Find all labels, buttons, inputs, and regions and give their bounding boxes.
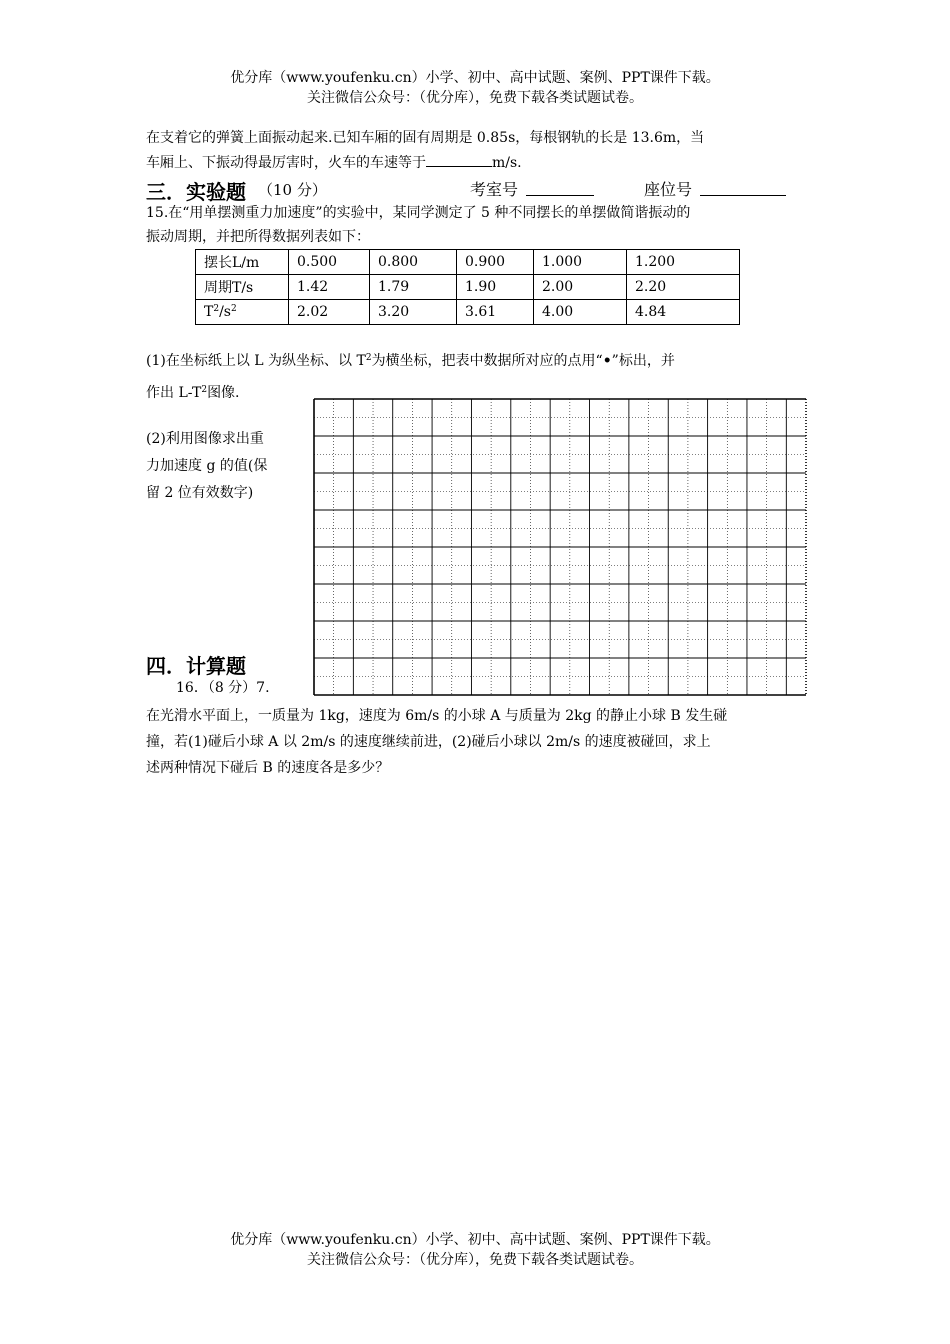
seat-number-label: 座位号 — [644, 180, 693, 199]
question-15-intro — [146, 201, 811, 249]
table-cell: 1.000 — [534, 250, 627, 275]
section-3-heading — [146, 176, 811, 202]
table-cell: 1.200 — [627, 250, 740, 275]
table-cell: 0.800 — [370, 250, 457, 275]
q15-intro-line-2: 振动周期，并把所得数据列表如下： — [146, 229, 370, 245]
section-3-title: 三．实验题 — [146, 180, 246, 204]
superscript: 2 — [213, 304, 220, 314]
table-cell: 0.500 — [289, 250, 370, 275]
q15-part-2-line: 力加速度 g 的值(保 — [146, 458, 268, 474]
table-row-period — [196, 275, 740, 300]
q16-line-3: 述两种情况下碰后 B 的速度各是多少？ — [146, 760, 390, 776]
exam-room-blank[interactable] — [526, 179, 594, 196]
q15-intro-line-1: 15.在“用单摆测重力加速度”的实验中，某同学测定了 5 种不同摆长的单摆做简谐振动的 — [146, 205, 691, 221]
table-row-label: 摆长L/m — [196, 250, 289, 275]
train-speed-answer-blank[interactable] — [426, 150, 492, 167]
table-cell: 2.02 — [289, 300, 370, 325]
pendulum-data-table — [195, 249, 740, 325]
q15-part-2-line: (2)利用图像求出重 — [146, 431, 264, 447]
part1-line2-a: 作出 L-T — [146, 385, 202, 401]
table-cell: 3.20 — [370, 300, 457, 325]
q16-number: 16．（8 分）7. — [176, 680, 270, 696]
part1-text-b: 为横坐标，把表中数据所对应的点用“ — [371, 353, 603, 369]
q15-part-2-line: 留 2 位有效数字) — [146, 485, 254, 501]
unit-s: /s — [219, 304, 231, 320]
header-line-1: 优分库（www.youfenku.cn）小学、初中、高中试题、案例、PPT课件下载。 — [230, 70, 720, 86]
table-cell: 1.42 — [289, 275, 370, 300]
part1-line2-b: 图像. — [207, 385, 240, 401]
table-cell: 0.900 — [457, 250, 534, 275]
table-cell: 2.20 — [627, 275, 740, 300]
q15-part-1-line-1 — [146, 345, 811, 377]
dot-marker-icon: • — [602, 353, 612, 369]
graph-paper-grid[interactable] — [313, 398, 808, 696]
question-14-text — [146, 126, 811, 175]
footer-line-2: 关注微信公众号：（优分库），免费下载各类试题试卷。 — [307, 1252, 643, 1268]
table-cell: 1.90 — [457, 275, 534, 300]
superscript: 2 — [201, 385, 208, 395]
exam-room-label: 考室号 — [470, 180, 519, 199]
q14-line-2 — [146, 150, 811, 175]
table-cell: 3.61 — [457, 300, 534, 325]
q15-part-2 — [146, 426, 306, 507]
table-cell: 4.00 — [534, 300, 627, 325]
section-3-score: （10 分） — [258, 181, 327, 199]
footer-line-1: 优分库（www.youfenku.cn）小学、初中、高中试题、案例、PPT课件下载。 — [230, 1232, 720, 1248]
seat-number-blank[interactable] — [700, 179, 786, 196]
table-row-label — [196, 300, 289, 325]
section-4-title: 四．计算题 — [146, 654, 246, 678]
page-header — [0, 68, 950, 108]
table-row-label: 周期T/s — [196, 275, 289, 300]
table-cell: 1.79 — [370, 275, 457, 300]
superscript: 2 — [230, 304, 237, 314]
page-footer — [0, 1230, 950, 1270]
part1-text-c: ”标出，并 — [611, 353, 675, 369]
question-16-text — [146, 703, 811, 781]
q16-line-2: 撞，若(1)碰后小球 A 以 2m/s 的速度继续前进，(2)碰后小球以 2m/s 的速度被碰回，求上 — [146, 734, 711, 750]
t-symbol: T — [204, 304, 214, 320]
table-cell: 2.00 — [534, 275, 627, 300]
q14-unit: m/s. — [492, 155, 522, 171]
part1-text-a: (1)在坐标纸上以 L 为纵坐标、以 T — [146, 353, 366, 369]
header-line-2: 关注微信公众号：（优分库），免费下载各类试题试卷。 — [307, 90, 643, 106]
q16-line-1: 在光滑水平面上，一质量为 1kg，速度为 6m/s 的小球 A 与质量为 2kg 的静止小球 B 发生碰 — [146, 708, 728, 724]
table-cell: 4.84 — [627, 300, 740, 325]
table-row-length — [196, 250, 740, 275]
table-row-period-squared — [196, 300, 740, 325]
q14-line-2-text: 车厢上、下振动得最厉害时，火车的车速等于 — [146, 155, 426, 171]
superscript: 2 — [365, 353, 372, 363]
q14-line-1: 在支着它的弹簧上面振动起来.已知车厢的固有周期是 0.85s，每根钢轨的长是 13.6m，当 — [146, 130, 705, 146]
